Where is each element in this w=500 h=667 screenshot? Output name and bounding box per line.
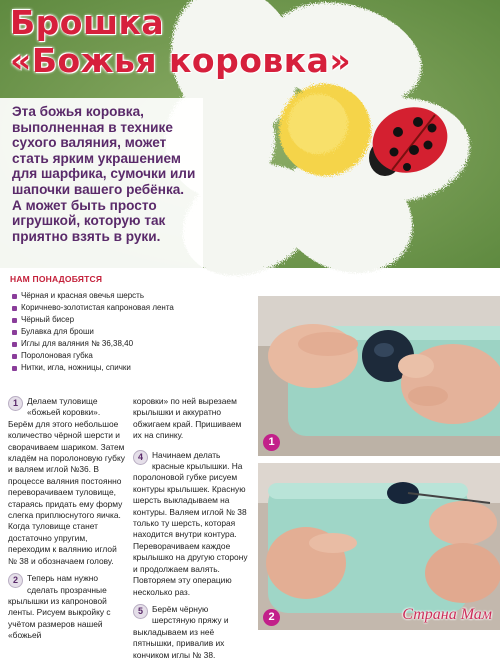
- step-photo-1: [258, 296, 500, 456]
- materials-item: Нитки, игла, ножницы, спички: [10, 362, 250, 374]
- materials-heading: НАМ ПОНАДОБЯТСЯ: [10, 274, 103, 284]
- felting-needle-image: [258, 463, 500, 630]
- intro-box: [0, 98, 203, 270]
- materials-item: Коричнево-золотистая капроновая лента: [10, 302, 250, 314]
- step-text: Делаем туловище «божьей коровки». Берём для этого небольшое количество чёрной шерсти и сворачиваем шариком. Затем кладём на поролоновую губку и валяем иглой №36. В процессе валяния постоянно переворачиваем туловище, стараясь придать ему форму слегка приплюснутого яичка. Когда туловище станет достаточно упругим, переходим к валянию иглой № 38 и обозначаем голову.: [8, 396, 125, 566]
- step-number: 1: [8, 396, 23, 411]
- step-text: Теперь нам нужно сделать прозрачные крылышки из капроновой ленты. Рисуем выкройку с учётом размеров нашей «божьей: [8, 573, 111, 641]
- step-number: 2: [8, 573, 23, 588]
- step-photo-2: [258, 463, 500, 630]
- photo-badge: 2: [263, 609, 280, 626]
- instructions-column-1: [8, 396, 126, 648]
- title-line-2: «Божья коровка»: [10, 41, 352, 80]
- step-5: [133, 604, 251, 661]
- intro-text: Эта божья коровка, выполненная в технике сухого валяния, может стать ярким украшением для шарфика, сумочки или шапочки вашего ребёнка. А может быть просто игрушкой, которую так приятно взять в руки.: [12, 104, 196, 244]
- page-title: [10, 4, 351, 80]
- materials-item: Булавка для броши: [10, 326, 250, 338]
- step-text: Начинаем делать красные крылышки. На поролоновой губке рисуем контуры крылышек. Красную шерсть выкладываем на контуры. Валяем иглой № 38 только ту шерсть, которая находится внутри контура. Переворачиваем каждое крылышко на другую сторону и продолжаем валять. Повторяем эту операцию несколько раз.: [133, 449, 248, 597]
- materials-section: [0, 274, 250, 374]
- hands-felting-image: [258, 296, 500, 456]
- step-number: 4: [133, 450, 148, 465]
- step-4: [133, 450, 251, 598]
- step-1: [8, 396, 126, 567]
- step-2-continued: коровки» по ней вырезаем крылышки и аккуратно обжигаем край. Пришиваем их на спинку.: [133, 396, 242, 441]
- title-line-1: Брошка: [10, 3, 165, 42]
- materials-list: [10, 290, 250, 374]
- hero-photo: [0, 0, 500, 268]
- materials-item: Иглы для валяния № 36,38,40: [10, 338, 250, 350]
- step-text: Берём чёрную шерстяную пряжу и выкладываем из неё пятнышки, привалив их кончиком иглы № 38.: [133, 603, 229, 660]
- instructions-column-2: [133, 396, 251, 667]
- materials-item: Чёрный бисер: [10, 314, 250, 326]
- step-2: [8, 573, 126, 641]
- watermark-logo: Страна Мам: [402, 606, 492, 623]
- step-number: 5: [133, 604, 148, 619]
- materials-item: Чёрная и красная овечья шерсть: [10, 290, 250, 302]
- photo-badge: 1: [263, 434, 280, 451]
- materials-item: Поролоновая губка: [10, 350, 250, 362]
